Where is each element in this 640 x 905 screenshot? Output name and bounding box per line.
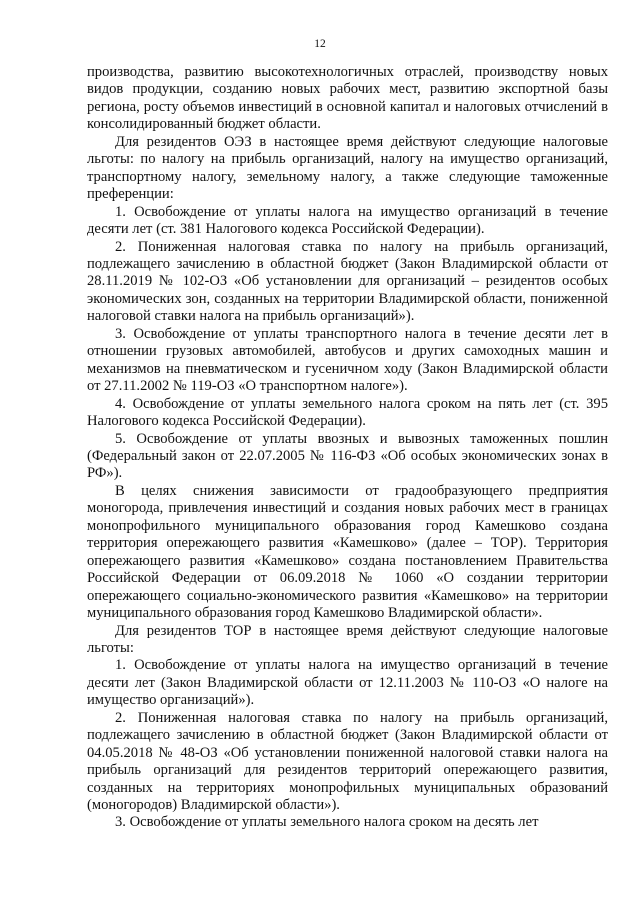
paragraph-oez-intro: Для резидентов ОЭЗ в настоящее время действуют следующие налоговые льготы: по налогу на прибыль организаций, налогу на имущество организаций, транспортному налогу, земельному налогу, а также следующие таможенные преференции: xyxy=(87,133,608,203)
paragraph-tor-intro: Для резидентов ТОР в настоящее время действуют следующие налоговые льготы: xyxy=(87,622,608,656)
oez-benefit-2: 2. Пониженная налоговая ставка по налогу на прибыль организаций, подлежащего зачислению в областной бюджет (Закон Владимирской области от 28.11.2019 № 102-ОЗ «Об установлении для организаций – резидентов особых экономических зон, созданных на территории Владимирской области, пониженной налоговой ставки налога на прибыль организаций»). xyxy=(87,238,608,325)
page-number: 12 xyxy=(314,38,326,50)
oez-benefit-1: 1. Освобождение от уплаты налога на имущество организаций в течение десяти лет (ст. 381 Налогового кодекса Российской Федерации). xyxy=(87,203,608,238)
tor-benefit-3: 3. Освобождение от уплаты земельного налога сроком на десять лет xyxy=(115,814,539,831)
tor-benefit-2: 2. Пониженная налоговая ставка по налогу на прибыль организаций, подлежащего зачислению в областной бюджет (Закон Владимирской области от 04.05.2018 № 48-ОЗ «Об установлении пониженной налоговой ставки налога на прибыль организаций для резидентов территорий опережающего развития, созданных на территориях монопрофильных муниципальных образований (моногородов) Владимирской области»). xyxy=(87,709,608,814)
oez-benefit-3: 3. Освобождение от уплаты транспортного налога в течение десяти лет в отношении грузовых автомобилей, автобусов и других самоходных машин и механизмов на пневматическом и гусеничном ходу (Закон Владимирской области от 27.11.2002 № 119-ОЗ «О транспортном налоге»). xyxy=(87,325,608,395)
tor-benefit-1: 1. Освобождение от уплаты налога на имущество организаций в течение десяти лет (Закон Владимирской области от 12.11.2003 № 110-ОЗ «О налоге на имущество организаций»). xyxy=(87,657,608,709)
oez-benefit-4: 4. Освобождение от уплаты земельного налога сроком на пять лет (ст. 395 Налогового кодекса Российской Федерации). xyxy=(87,395,608,430)
oez-benefit-5: 5. Освобождение от уплаты ввозных и вывозных таможенных пошлин (Федеральный закон от 22.07.2005 № 116-ФЗ «Об особых экономических зонах в РФ»). xyxy=(87,430,608,482)
paragraph-continuation: производства, развитию высокотехнологичных отраслей, производству новых видов продукции, созданию новых рабочих мест, развитию экспортной базы региона, росту объемов инвестиций в основной капитал и налоговых отчислений в консолидированный бюджет области. xyxy=(87,64,608,133)
paragraph-tor-description: В целях снижения зависимости от градообразующего предприятия моногорода, привлечения инвестиций и создания новых рабочих мест в границах монопрофильного муниципального образования город Камешково создана территория опережающего развития «Камешково» (далее – ТОР). Территория опережающего развития «Камешково» создана постановлением Правительства Российской Федерации от 06.09.2018 № 1060 «О создании территории опережающего социально-экономического развития «Камешково» на территории муниципального образования город Камешково Владимирской области». xyxy=(87,482,608,622)
document-body xyxy=(87,64,608,832)
